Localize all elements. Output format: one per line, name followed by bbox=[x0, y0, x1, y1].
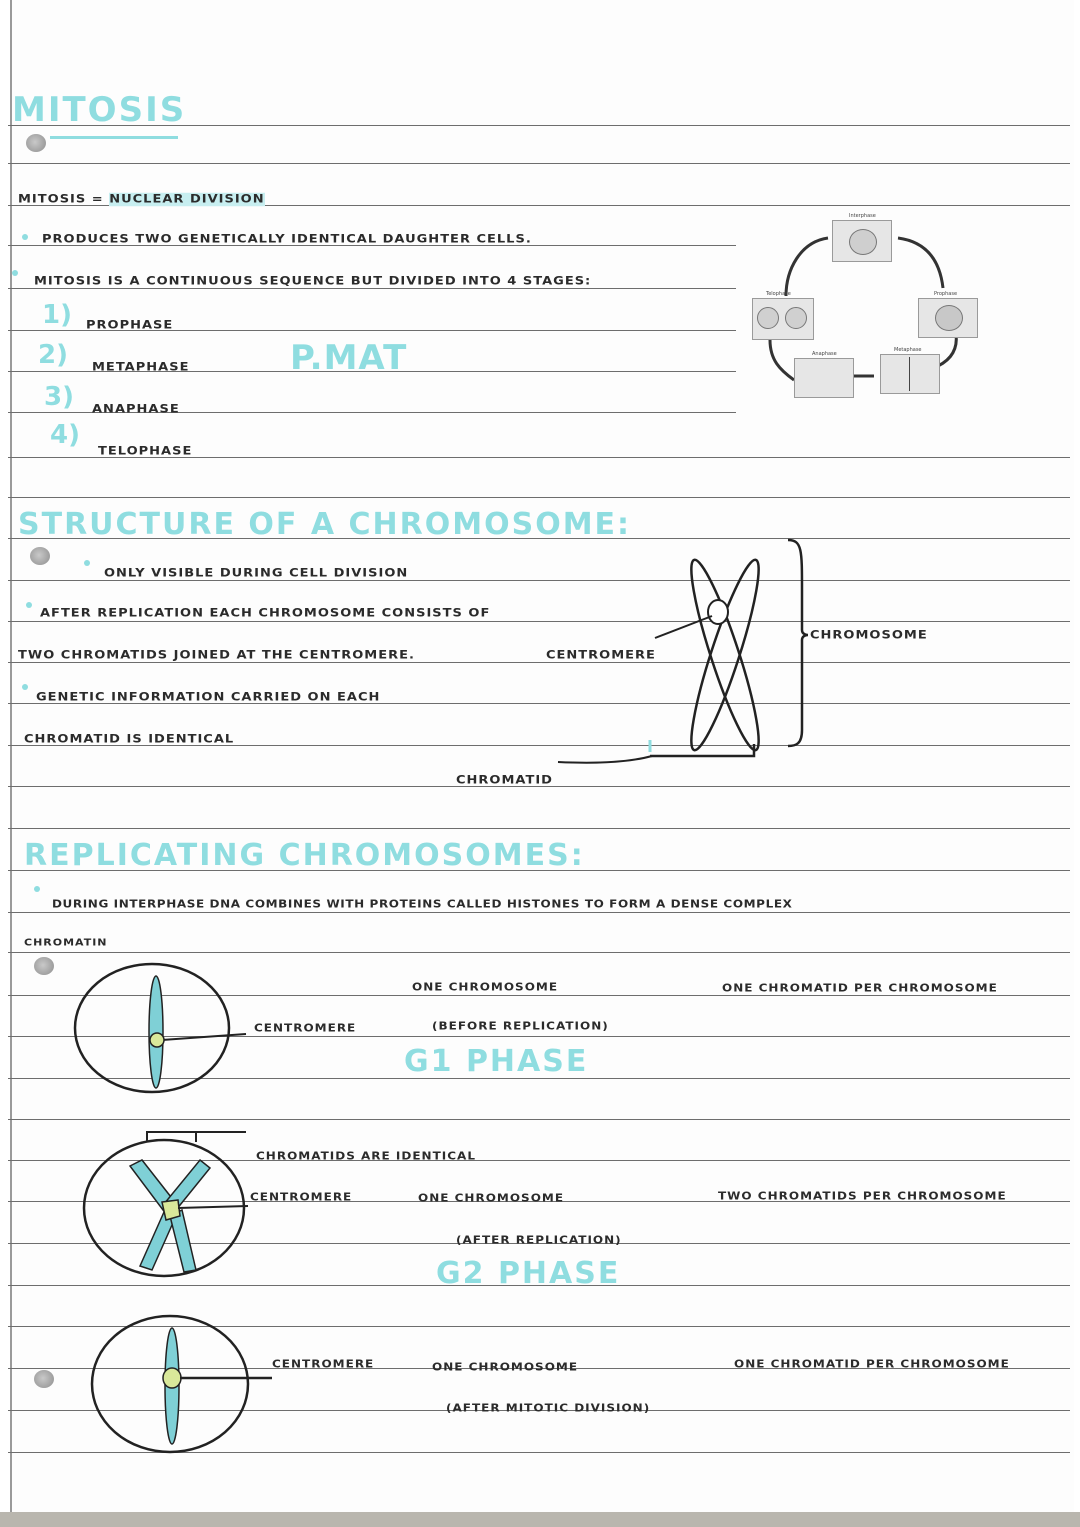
chromosome-label: CHROMOSOME bbox=[810, 628, 928, 643]
g1-cell-diagram bbox=[70, 962, 270, 1102]
bullet-icon bbox=[84, 560, 90, 566]
phase-line2: (AFTER MITOTIC DIVISION) bbox=[446, 1401, 651, 1415]
cycle-label: Interphase bbox=[849, 213, 876, 219]
mitosis-definition bbox=[18, 193, 265, 207]
stage-number: 2) bbox=[38, 340, 68, 370]
stage-number: 4) bbox=[50, 420, 80, 450]
chromatids-identical-label: CHROMATIDS ARE IDENTICAL bbox=[256, 1149, 476, 1163]
bullet-icon bbox=[22, 234, 28, 240]
phase-line2: (BEFORE REPLICATION) bbox=[432, 1019, 609, 1033]
phase-name: G1 PHASE bbox=[404, 1044, 589, 1079]
cycle-label: Telophase bbox=[766, 291, 791, 297]
binder-hole-icon bbox=[34, 1370, 54, 1388]
phase-line1: ONE CHROMOSOME bbox=[432, 1360, 579, 1374]
bullet-text: ONLY VISIBLE DURING CELL DIVISION bbox=[104, 566, 409, 581]
bullet-text-continued: TWO CHROMATIDS JOINED AT THE CENTROMERE. bbox=[18, 648, 415, 663]
centromere-label: CENTROMERE bbox=[254, 1021, 357, 1035]
cycle-label: Anaphase bbox=[812, 351, 837, 357]
bullet-icon bbox=[12, 270, 18, 276]
interphase-cell bbox=[832, 220, 892, 262]
centromere-label: CENTROMERE bbox=[250, 1190, 353, 1204]
prophase-cell bbox=[918, 298, 978, 338]
definition-term: MITOSIS = bbox=[18, 192, 110, 207]
phase-note: ONE CHROMATID PER CHROMOSOME bbox=[722, 981, 998, 995]
phase-line1: ONE CHROMOSOME bbox=[412, 980, 559, 994]
telophase-cell bbox=[752, 298, 814, 340]
bullet-text-continued: CHROMATID IS IDENTICAL bbox=[24, 732, 235, 747]
section-title-structure: STRUCTURE OF A CHROMOSOME: bbox=[18, 507, 632, 542]
bullet-icon bbox=[26, 602, 32, 608]
binder-hole-icon bbox=[34, 957, 54, 975]
stage-name: TELOPHASE bbox=[98, 444, 193, 459]
section-title-replicating: REPLICATING CHROMOSOMES: bbox=[24, 838, 585, 873]
intro-text: DURING INTERPHASE DNA COMBINES WITH PROTEINS CALLED HISTONES TO FORM A DENSE COMPLEX bbox=[52, 897, 793, 911]
bullet-text: MITOSIS IS A CONTINUOUS SEQUENCE BUT DIVIDED INTO 4 STAGES: bbox=[34, 274, 592, 289]
cell-cycle-diagram bbox=[750, 210, 990, 400]
bullet-text: AFTER REPLICATION EACH CHROMOSOME CONSISTS OF bbox=[40, 606, 491, 621]
centromere-label: CENTROMERE bbox=[546, 648, 656, 663]
stage-number: 3) bbox=[44, 382, 74, 412]
bullet-text: PRODUCES TWO GENETICALLY IDENTICAL DAUGHTER CELLS. bbox=[42, 232, 532, 247]
page-bottom-edge bbox=[0, 1512, 1080, 1527]
definition-value: NUCLEAR DIVISION bbox=[109, 192, 265, 207]
phase-line1: ONE CHROMOSOME bbox=[418, 1191, 565, 1205]
section-title-mitosis: MITOSIS bbox=[12, 90, 187, 130]
phase-name: G2 PHASE bbox=[436, 1256, 621, 1291]
intro-text-continued: CHROMATIN bbox=[24, 936, 108, 949]
cycle-label: Metaphase bbox=[894, 347, 922, 353]
post-mitosis-cell-diagram bbox=[90, 1310, 290, 1470]
metaphase-cell bbox=[880, 354, 940, 394]
stage-name: PROPHASE bbox=[86, 318, 174, 333]
phase-line2: (AFTER REPLICATION) bbox=[456, 1233, 622, 1247]
g2-cell-diagram bbox=[80, 1130, 280, 1280]
anaphase-cell bbox=[794, 358, 854, 398]
stage-number: 1) bbox=[42, 300, 72, 330]
bullet-icon bbox=[34, 886, 40, 892]
stage-name: METAPHASE bbox=[92, 360, 190, 375]
centromere-label: CENTROMERE bbox=[272, 1357, 375, 1371]
phase-note: ONE CHROMATID PER CHROMOSOME bbox=[734, 1357, 1010, 1371]
title-underline bbox=[50, 136, 178, 139]
binder-hole-icon bbox=[30, 547, 50, 565]
mnemonic: P.MAT bbox=[290, 338, 408, 378]
bullet-text: GENETIC INFORMATION CARRIED ON EACH bbox=[36, 690, 381, 705]
stage-name: ANAPHASE bbox=[92, 402, 180, 417]
chromatid-label: CHROMATID bbox=[456, 773, 553, 788]
cycle-label: Prophase bbox=[934, 291, 958, 297]
phase-note: TWO CHROMATIDS PER CHROMOSOME bbox=[718, 1189, 1007, 1203]
binder-hole-icon bbox=[26, 134, 46, 152]
bullet-icon bbox=[22, 684, 28, 690]
